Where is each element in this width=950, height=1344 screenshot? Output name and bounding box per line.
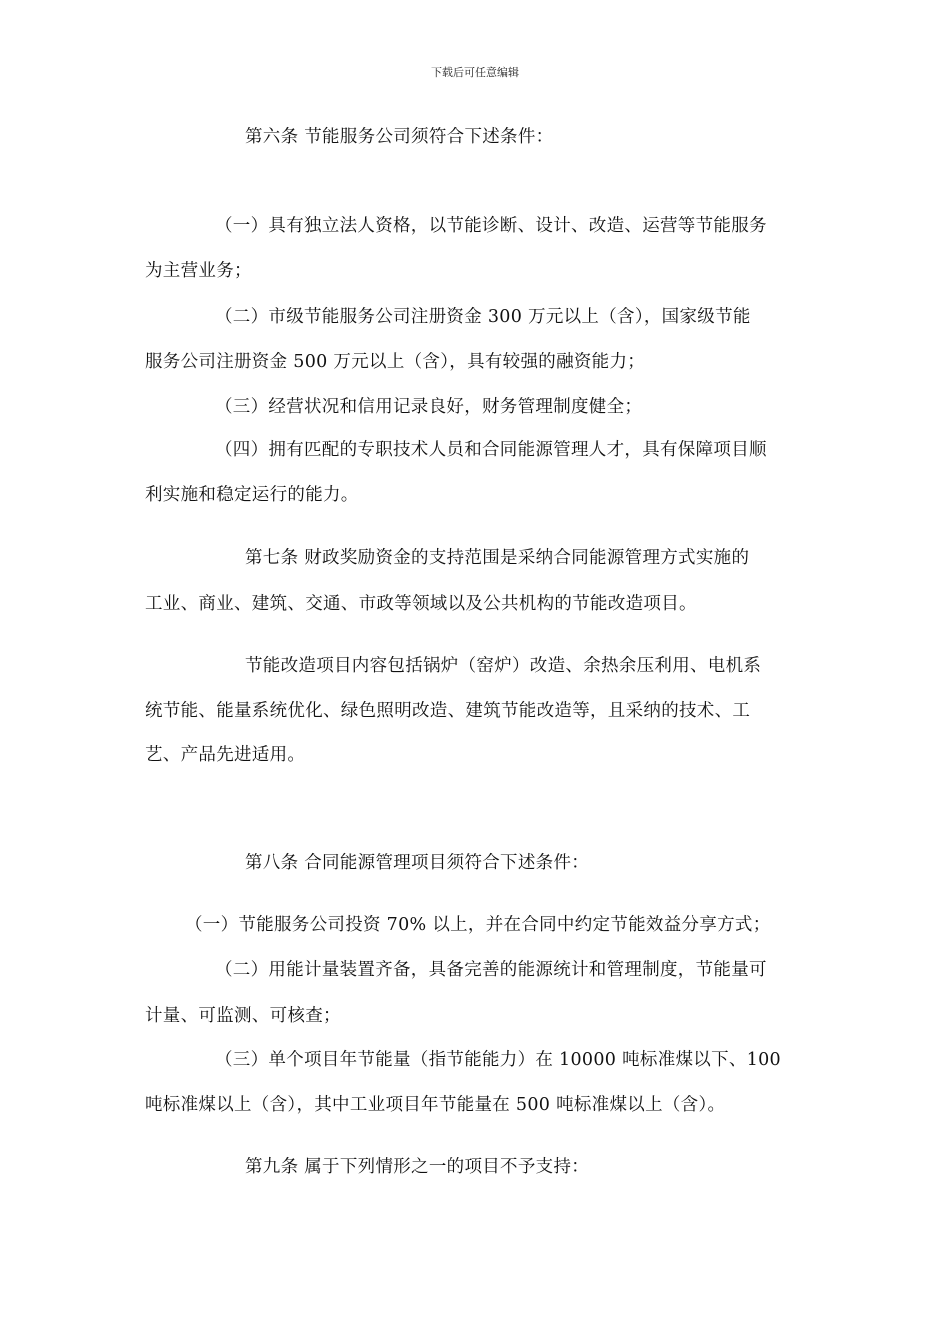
- paragraph-line: （四）拥有匹配的专职技术人员和合同能源管理人才，具有保障项目顺: [215, 440, 767, 460]
- paragraph-line: （二）用能计量装置齐备，具备完善的能源统计和管理制度，节能量可: [215, 960, 767, 980]
- article-7-heading: 第七条 财政奖励资金的支持范围是采纳合同能源管理方式实施的: [245, 548, 750, 568]
- page-header: 下载后可任意编辑: [431, 66, 519, 79]
- paragraph-line: 节能改造项目内容包括锅炉（窑炉）改造、余热余压利用、电机系: [245, 656, 762, 676]
- article-9-heading: 第九条 属于下列情形之一的项目不予支持：: [245, 1157, 590, 1177]
- paragraph-line: 工业、商业、建筑、交通、市政等领域以及公共机构的节能改造项目。: [145, 594, 697, 614]
- paragraph-line: 艺、产品先进适用。: [145, 745, 306, 765]
- article-8-heading: 第八条 合同能源管理项目须符合下述条件：: [245, 853, 590, 873]
- paragraph-line: （三）单个项目年节能量（指节能能力）在 10000 吨标准煤以下、100: [215, 1050, 781, 1070]
- paragraph-line: 服务公司注册资金 500 万元以上（含），具有较强的融资能力；: [145, 352, 646, 372]
- paragraph-line: （一）节能服务公司投资 70% 以上，并在合同中约定节能效益分享方式；: [185, 915, 771, 935]
- article-6-heading: 第六条 节能服务公司须符合下述条件：: [245, 127, 554, 147]
- paragraph-line: （一）具有独立法人资格，以节能诊断、设计、改造、运营等节能服务: [215, 216, 767, 236]
- paragraph-line: 为主营业务；: [145, 261, 252, 281]
- paragraph-line: 吨标准煤以上（含），其中工业项目年节能量在 500 吨标准煤以上（含）。: [145, 1095, 726, 1115]
- paragraph-line: 利实施和稳定运行的能力。: [145, 485, 359, 505]
- paragraph-line: （二）市级节能服务公司注册资金 300 万元以上（含），国家级节能: [215, 307, 751, 327]
- paragraph-line: 计量、可监测、可核查；: [145, 1006, 341, 1026]
- paragraph-line: （三）经营状况和信用记录良好，财务管理制度健全；: [215, 397, 643, 417]
- paragraph-line: 统节能、能量系统优化、绿色照明改造、建筑节能改造等，且采纳的技术、工: [145, 701, 751, 721]
